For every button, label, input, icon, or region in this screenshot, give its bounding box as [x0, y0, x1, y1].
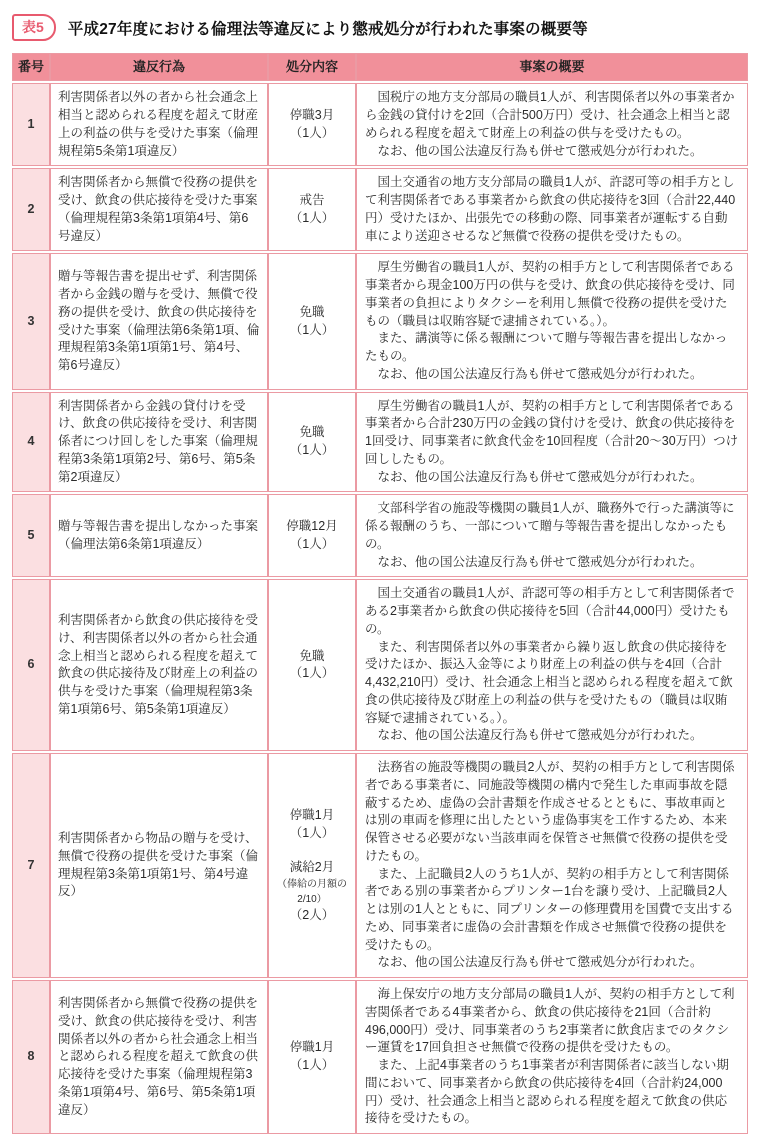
summary-paragraph: 厚生労働省の職員1人が、契約の相手方として利害関係者である事業者から合計230万円の金銭の貸付けを受け、飲食の供応接待を1回受け、同事業者に飲食代金を10回程度（合計20～30万円）つけ回ししたもの。 [365, 398, 739, 466]
summary-cell [356, 392, 748, 493]
disposition-line: 免職 [299, 648, 325, 663]
table-row [12, 494, 748, 577]
violation-text: 利害関係者以外の者から社会通念上相当と認められる程度を超えて財産上の利益の供与を受けた事案（倫理規程第5条第1項違反） [50, 83, 268, 166]
summary-cell [356, 168, 748, 251]
table-row [12, 579, 748, 751]
summary-paragraph: 国土交通省の地方支分部局の職員1人が、許認可等の相手方として利害関係者である事業者から飲食の供応接待を3回（合計22,440円）受けたほか、出張先での移動の際、同事業者が運転する自動車により送迎させるなど無償で役務の提供を受けたもの。 [365, 175, 736, 243]
table-number-badge: 表5 [12, 14, 56, 41]
summary-paragraph: 厚生労働省の職員1人が、契約の相手方として利害関係者である事業者から現金100万円の供与を受け、飲食の供応接待を受け、同事業者の負担によりタクシーを利用し無償で役務の提供を受けたもの（職員は収賄容疑で逮捕されている。）。 [365, 260, 735, 328]
disposition-line: （1人） [289, 210, 335, 225]
summary-paragraph: なお、他の国公法違反行為も併せて懲戒処分が行われた。 [377, 728, 703, 743]
disposition-line: 免職 [299, 304, 325, 319]
disposition-line [272, 843, 352, 859]
disposition-cell [268, 392, 356, 493]
disposition-cell [268, 753, 356, 978]
table-header [12, 53, 748, 81]
summary-cell [356, 579, 748, 751]
summary-paragraph: 法務省の施設等機関の職員2人が、契約の相手方として利害関係者である事業者に、同施設等機関の構内で発生した車両事故を隠蔽するため、虚偽の会計書類を作成させるとともに、事故車両とは別の車両を修理に出したという虚偽事実を工作するため、本来保管させる必要がない当該車両を保管させ無償で役務の提供を受けたもの。 [365, 760, 735, 863]
disposition-line: （俸給の月額の2/10） [277, 878, 347, 905]
disposition-line: （1人） [289, 443, 335, 458]
disposition-line: 停職1月 [289, 808, 335, 823]
table-row [12, 753, 748, 978]
disposition-cell [268, 253, 356, 389]
header-summary: 事案の概要 [356, 53, 748, 81]
table-row [12, 253, 748, 389]
disposition-line: （1人） [289, 125, 335, 140]
summary-cell [356, 253, 748, 389]
summary-paragraph: なお、他の国公法違反行為も併せて懲戒処分が行われた。 [377, 143, 703, 158]
table-row [12, 168, 748, 251]
summary-paragraph: また、上記職員2人のうち1人が、契約の相手方として利害関係者である別の事業者からプリンター1台を譲り受け、上記職員2人とは別の1人とともに、同プリンターの修理費用を国費で支出するため、同事業者に虚偽の会計書類を作成させ無償で役務の提供を受けたもの。 [365, 866, 734, 952]
title-row [12, 14, 748, 41]
summary-paragraph: なお、他の国公法違反行為も併せて懲戒処分が行われた。 [377, 469, 703, 484]
header-number: 番号 [12, 53, 50, 81]
case-number: 4 [12, 392, 50, 493]
violation-text: 利害関係者から飲食の供応接待を受け、利害関係者以外の者から社会通念上相当と認められる程度を超えて飲食の供応接待及び財産上の利益の供与を受けた事案（倫理規程第3条第1項第6号、第5条第1項違反） [50, 579, 268, 751]
case-number: 2 [12, 168, 50, 251]
violation-text: 利害関係者から物品の贈与を受け、無償で役務の提供を受けた事案（倫理規程第3条第1項第1号、第4号違反） [50, 753, 268, 978]
violation-text: 贈与等報告書を提出せず、利害関係者から金銭の贈与を受け、無償で役務の提供を受け、飲食の供応接待を受けた事案（倫理法第6条第1項、倫理規程第3条第1項第1号、第4号、第6号違反） [50, 253, 268, 389]
table-row [12, 980, 748, 1134]
summary-paragraph: なお、他の国公法違反行為も併せて懲戒処分が行われた。 [377, 554, 703, 569]
summary-paragraph: また、講演等に係る報酬について贈与等報告書を提出しなかったもの。 [365, 331, 728, 364]
case-number: 5 [12, 494, 50, 577]
disposition-line: （1人） [289, 536, 335, 551]
disposition-line: （1人） [289, 322, 335, 337]
disposition-line: 免職 [299, 425, 325, 440]
disposition-cell [268, 494, 356, 577]
summary-cell [356, 980, 748, 1134]
violation-text: 利害関係者から無償で役務の提供を受け、飲食の供応接待を受け、利害関係者以外の者から社会通念上相当と認められる程度を超えて飲食の供応接待を受けた事案（倫理規程第3条第1項第4号、第6号、第5条第1項違反） [50, 980, 268, 1134]
summary-paragraph: また、利害関係者以外の事業者から繰り返し飲食の供応接待を受けたほか、振込入金等により財産上の利益の供与を4回（合計4,432,210円）受け、社会通念上相当と認められる程度を超えて飲食の供応接待及び財産上の利益の供与を受けたもの（職員は収賄容疑で逮捕されている。）。 [365, 639, 733, 725]
disposition-line: 戒告 [299, 193, 325, 208]
disposition-line: 停職1月 [289, 1040, 335, 1055]
table-row [12, 83, 748, 166]
table-body [12, 83, 748, 1134]
header-violation: 違反行為 [50, 53, 268, 81]
disposition-line: （2人） [289, 907, 335, 922]
header-disposition: 処分内容 [268, 53, 356, 81]
disposition-cell [268, 579, 356, 751]
summary-paragraph: なお、他の国公法違反行為も併せて懲戒処分が行われた。 [377, 366, 703, 381]
case-number: 1 [12, 83, 50, 166]
disposition-line: 停職3月 [289, 108, 335, 123]
case-number: 8 [12, 980, 50, 1134]
summary-cell [356, 83, 748, 166]
summary-paragraph: 国土交通省の職員1人が、許認可等の相手方として利害関係者である2事業者から飲食の供応接待を5回（合計44,000円）受けたもの。 [365, 586, 735, 636]
summary-paragraph: 国税庁の地方支分部局の職員1人が、利害関係者以外の事業者から金銭の貸付けを2回（合計500万円）受け、社会通念上相当と認められる程度を超えて財産上の利益の供与を受けたもの。 [365, 90, 735, 140]
disposition-line: （1人） [289, 1058, 335, 1073]
disposition-cell [268, 980, 356, 1134]
summary-paragraph: 文部科学省の施設等機関の職員1人が、職務外で行った講演等に係る報酬のうち、一部について贈与等報告書を提出しなかったもの。 [365, 501, 735, 551]
violation-text: 贈与等報告書を提出しなかった事案（倫理法第6条第1項違反） [50, 494, 268, 577]
summary-paragraph: また、上記4事業者のうち1事業者が利害関係者に該当しない期間において、同事業者から飲食の供応接待を4回（合計約24,000円）受け、社会通念上相当と認められる程度を超えて飲食の供応接待を受けたもの。 [365, 1058, 729, 1126]
summary-paragraph: なお、他の国公法違反行為も併せて懲戒処分が行われた。 [377, 955, 703, 970]
case-number: 3 [12, 253, 50, 389]
summary-cell [356, 494, 748, 577]
summary-paragraph: 海上保安庁の地方支分部局の職員1人が、契約の相手方として利害関係者である4事業者から、飲食の供応接待を21回（合計約496,000円）受け、同事業者のうち2事業者に飲食店までのタクシー運賃を17回負担させ無償で役務の提供を受けたもの。 [365, 987, 735, 1055]
disposition-cell [268, 83, 356, 166]
disposition-cell [268, 168, 356, 251]
violation-text: 利害関係者から無償で役務の提供を受け、飲食の供応接待を受けた事案（倫理規程第3条第1項第4号、第6号違反） [50, 168, 268, 251]
page-title: 平成27年度における倫理法等違反により懲戒処分が行われた事案の概要等 [67, 20, 588, 38]
summary-cell [356, 753, 748, 978]
table-row [12, 392, 748, 493]
disposition-line: 停職12月 [286, 519, 338, 534]
case-number: 7 [12, 753, 50, 978]
case-number: 6 [12, 579, 50, 751]
violation-text: 利害関係者から金銭の貸付けを受け、飲食の供応接待を受け、利害関係者につけ回しをした事案（倫理規程第3条第1項第2号、第6号、第5条第2項違反） [50, 392, 268, 493]
disposition-line: （1人） [289, 666, 335, 681]
disposition-line: 減給2月 [289, 859, 335, 874]
disciplinary-cases-table [12, 51, 748, 1136]
disposition-line: （1人） [289, 825, 335, 840]
